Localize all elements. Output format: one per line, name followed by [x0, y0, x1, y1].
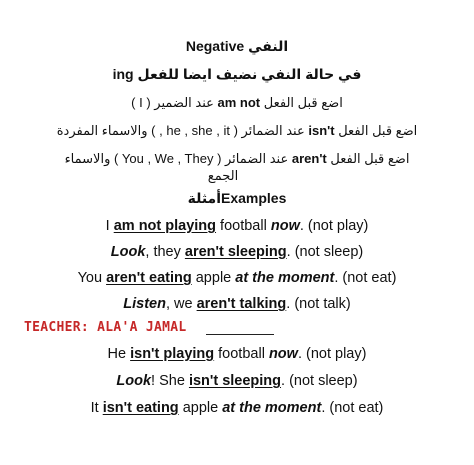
rule-isnt-after: عند الضمائر ( he , she , it , ) والاسماء المفردة	[56, 123, 305, 138]
exercise-3-verb: isn't eating	[102, 400, 179, 416]
example-3-subject: You	[77, 270, 107, 286]
example-3-verb: aren't eating	[106, 270, 192, 286]
example-2-verb: aren't sleeping	[184, 244, 287, 260]
blank-line	[206, 334, 274, 335]
exercise-1-verb: isn't playing	[130, 346, 215, 362]
rule-am-not-after: عند الضمير ( I )	[131, 95, 214, 110]
example-4-hint: . (not talk)	[286, 296, 351, 312]
example-4-verb: aren't talking	[196, 296, 287, 312]
exercise-3-time: at the moment	[222, 400, 322, 416]
rule-arent-after: عند الضمائر ( You , We , They ) والاسماء	[64, 151, 289, 166]
exercise-2-subject: ! She	[151, 373, 189, 389]
exercise-sentence-1	[0, 346, 474, 362]
rule-arent-line2: الجمع	[207, 168, 239, 183]
rule-am-not-before: اضع قبل الفعل	[263, 95, 343, 110]
example-1-subject: I	[105, 218, 114, 234]
exercise-sentence-3	[0, 400, 474, 416]
examples-heading-english: Examples	[221, 190, 287, 206]
exercise-1-subject: He	[107, 346, 131, 362]
exercise-2-interjection: Look	[116, 373, 152, 389]
exercise-3-object: apple	[178, 400, 223, 416]
exercise-1-hint: . (not play)	[297, 346, 367, 362]
example-sentence-3	[0, 270, 474, 286]
example-1-time: now	[270, 218, 300, 234]
rule-am-not	[0, 95, 474, 111]
exercise-3-hint: . (not eat)	[321, 400, 384, 416]
exercise-2-hint: . (not sleep)	[281, 373, 358, 389]
example-1-verb: am not playing	[113, 218, 217, 234]
rule-arent	[0, 151, 474, 167]
exercise-1-object: football	[214, 346, 269, 362]
exercise-3-subject: It	[90, 400, 103, 416]
rule-isnt	[0, 123, 474, 139]
exercise-1-time: now	[268, 346, 298, 362]
example-1-hint: . (not play)	[299, 218, 369, 234]
rule-am-not-aux: am not	[217, 95, 261, 110]
example-4-subject: , we	[165, 296, 197, 312]
examples-heading	[0, 190, 474, 207]
title-arabic: النفي	[248, 38, 289, 54]
rule-arent-aux: aren't	[291, 151, 327, 166]
example-1-object: football	[216, 218, 271, 234]
rule-suffix: ing	[112, 66, 134, 82]
example-3-hint: . (not eat)	[334, 270, 397, 286]
example-sentence-2	[0, 244, 474, 260]
exercise-sentence-2	[0, 373, 474, 389]
rule-arent-before: اضع قبل الفعل	[330, 151, 410, 166]
example-4-interjection: Listen	[123, 296, 166, 312]
example-3-time: at the moment	[235, 270, 335, 286]
example-sentence-4	[0, 296, 474, 312]
rule-isnt-aux: isn't	[308, 123, 335, 138]
examples-heading-arabic: أمثلة	[187, 190, 221, 206]
title-english: Negative	[185, 38, 245, 54]
example-2-subject: , they	[145, 244, 185, 260]
rule-line	[0, 66, 474, 83]
rule-isnt-before: اضع قبل الفعل	[338, 123, 418, 138]
example-3-object: apple	[191, 270, 236, 286]
teacher-label: TEACHER: ALA'A JAMAL	[24, 320, 187, 335]
page-title	[0, 38, 474, 55]
example-2-hint: . (not sleep)	[286, 244, 364, 260]
example-2-interjection: Look	[110, 244, 146, 260]
exercise-2-verb: isn't sleeping	[188, 373, 282, 389]
rule-arabic: في حالة النفي نضيف ايضا للفعل	[137, 66, 362, 82]
example-sentence-1	[0, 218, 474, 234]
